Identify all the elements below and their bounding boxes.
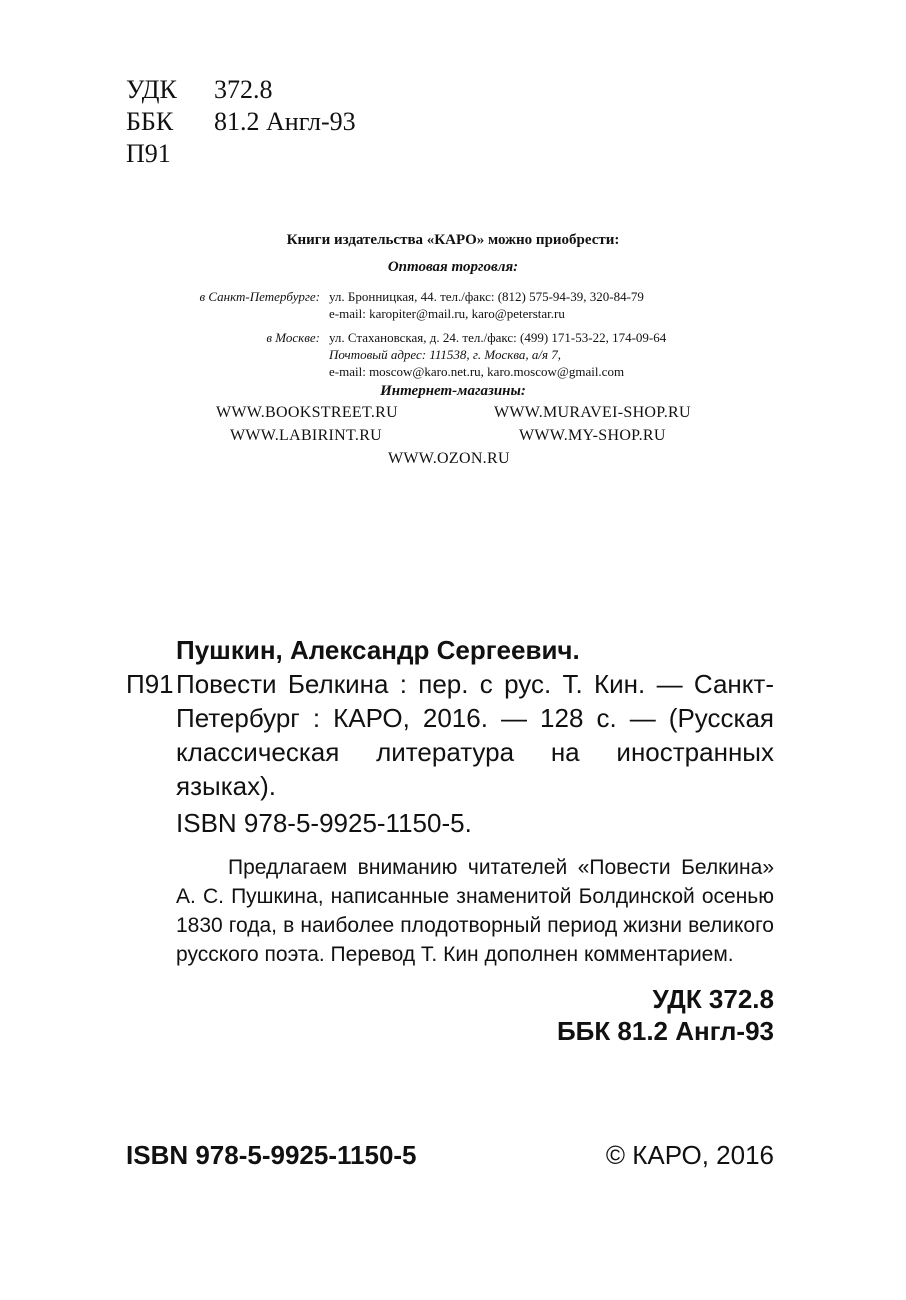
distribution-heading: Книги издательства «КАРО» можно приобрести: xyxy=(286,232,620,248)
moscow-city-label: в Москве: xyxy=(266,330,320,345)
footer-isbn: ISBN 978-5-9925-1150-5 xyxy=(126,1140,417,1170)
shop-link-muravei: WWW.MURAVEI-SHOP.RU xyxy=(494,404,691,421)
shop-link-myshop: WWW.MY-SHOP.RU xyxy=(519,427,666,444)
spb-city-label: в Санкт-Петербурге: xyxy=(199,289,320,304)
author-heading: Пушкин, Александр Сергеевич. xyxy=(176,635,580,665)
annotation-text: Предлагаем вниманию читателей «Повести Белкина» А. С. Пушкина, написанные знаменитой Болдинской осенью 1830 года, в наиболее плодотворный период жизни великого русского поэта. Перевод Т. Кин дополнен комментарием. xyxy=(176,856,774,966)
bbk-bottom: ББК 81.2 Англ-93 xyxy=(556,1016,774,1046)
classification-block-top xyxy=(126,74,356,170)
udk-bottom: УДК 372.8 xyxy=(652,984,774,1014)
shop-link-ozon: WWW.OZON.RU xyxy=(388,450,510,467)
moscow-email-line: e-mail: moscow@karo.net.ru, karo.moscow@gmail.com xyxy=(329,364,625,379)
shop-link-labirint: WWW.LABIRINT.RU xyxy=(230,427,383,444)
bbk-row xyxy=(126,106,356,138)
author-mark: П91 xyxy=(126,139,171,168)
wholesale-heading: Оптовая торговля: xyxy=(387,259,519,275)
spb-email-line: e-mail: karopiter@mail.ru, karo@peterstar.ru xyxy=(329,306,565,321)
udk-label: УДК xyxy=(126,75,177,104)
annotation xyxy=(176,853,774,969)
author-mark-row xyxy=(126,138,356,170)
bibliographic-description: Повести Белкина : пер. с рус. Т. Кин. — Санкт-Петербург : КАРО, 2016. — 128 с. — (Русская классическая литература на иностранных языках). xyxy=(176,669,774,801)
spb-address-line: ул. Бронницкая, 44. тел./факс: (812) 575-94-39, 320-84-79 xyxy=(329,289,644,304)
bbk-label: ББК xyxy=(126,107,174,136)
moscow-address-line: ул. Стахановская, д. 24. тел./факс: (499) 171-53-22, 174-09-64 xyxy=(329,330,667,345)
online-shops-heading: Интернет-магазины: xyxy=(380,383,526,399)
udk-row xyxy=(126,74,356,106)
bbk-value: 81.2 Англ-93 xyxy=(214,107,356,136)
udk-value: 372.8 xyxy=(214,75,273,104)
classification-block-bottom xyxy=(557,983,774,1047)
author-index: П91 xyxy=(126,669,174,699)
shop-link-bookstreet: WWW.BOOKSTREET.RU xyxy=(216,404,398,421)
footer-copyright: © КАРО, 2016 xyxy=(605,1140,774,1170)
moscow-postal-line: Почтовый адрес: 111538, г. Москва, а/я 7, xyxy=(329,347,562,362)
isbn-line: ISBN 978-5-9925-1150-5. xyxy=(176,808,472,838)
